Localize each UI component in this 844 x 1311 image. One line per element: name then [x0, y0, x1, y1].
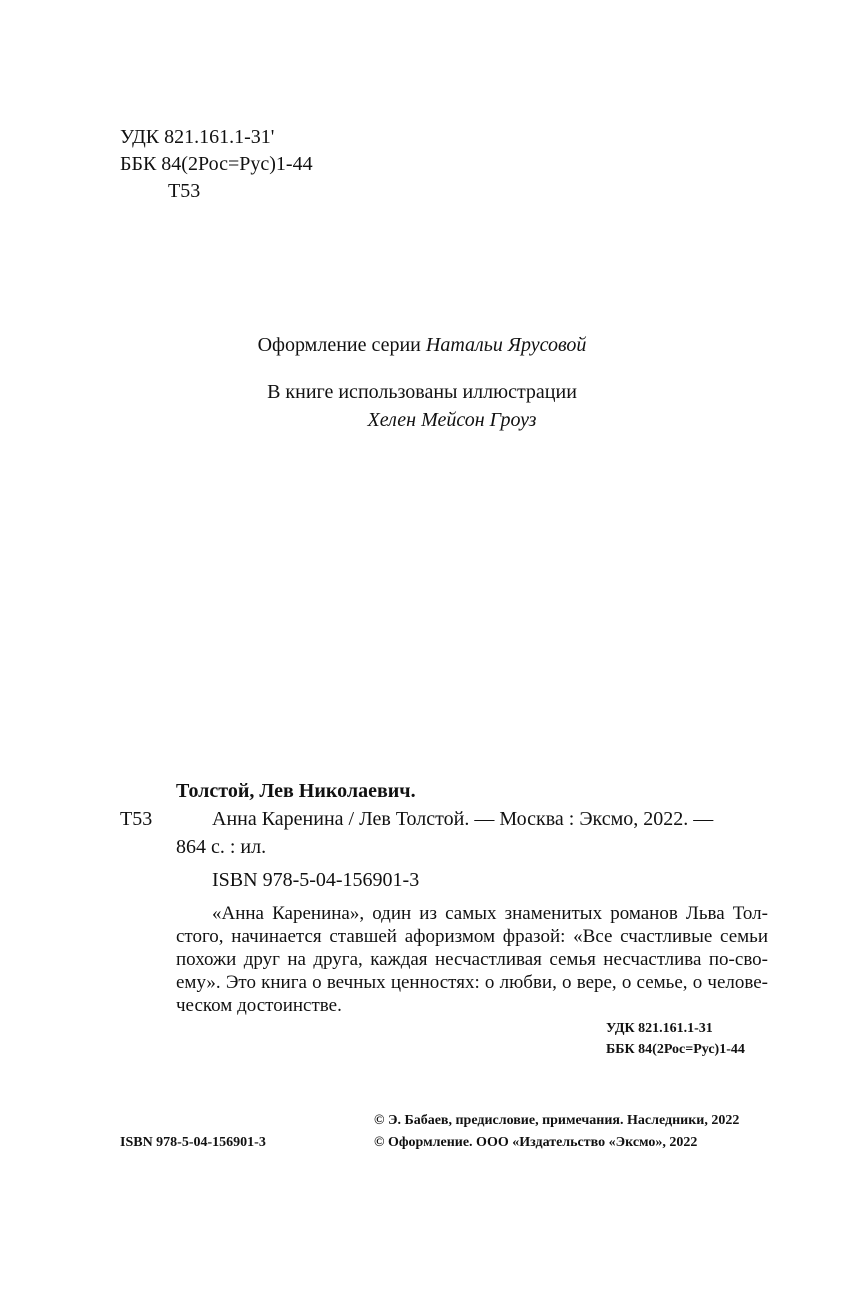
illustrations-label: В книге использованы иллюстрации	[267, 381, 577, 403]
illustrator-name: Хелен Мейсон Гроуз	[367, 409, 537, 431]
design-label: Оформление серии	[257, 334, 426, 356]
annotation-line: стого, начинается ставшей афоризмом фразой: «Все счастливые семьи	[176, 926, 768, 947]
annotation-line: ему». Это книга о вечных ценностях: о любви, о вере, о семье, о челове-	[176, 972, 768, 993]
designer-name: Натальи Ярусовой	[425, 334, 587, 356]
entry-classification	[606, 1018, 745, 1060]
copyright-block	[374, 1110, 739, 1154]
footer-isbn: ISBN 978-5-04-156901-3	[120, 1135, 266, 1150]
annotation-line: ческом достоинстве.	[176, 995, 342, 1016]
catalog-author: Толстой, Лев Николаевич.	[176, 780, 416, 802]
udk-code: УДК 821.161.1-31'	[120, 126, 275, 148]
design-credit	[0, 331, 844, 359]
copyright-line: © Оформление. ООО «Издательство «Эксмо», 2022	[374, 1135, 698, 1150]
illustrations-credit	[0, 378, 844, 434]
catalog-pages-line: 864 с. : ил.	[176, 836, 267, 858]
classification-block	[120, 124, 313, 205]
annotation-line: похожи друг на друга, каждая несчастливая семья несчастлива по-сво-	[176, 949, 768, 970]
catalog-isbn: ISBN 978-5-04-156901-3	[212, 869, 420, 891]
bbk-code: ББК 84(2Рос=Рус)1-44	[120, 153, 313, 175]
author-code: Т53	[168, 180, 201, 202]
entry-bbk: ББК 84(2Рос=Рус)1-44	[606, 1042, 745, 1057]
catalog-code: Т53	[120, 808, 153, 830]
annotation	[176, 902, 768, 1017]
catalog-title-line: Анна Каренина / Лев Толстой. — Москва : Эксмо, 2022. —	[212, 808, 714, 830]
copyright-line: © Э. Бабаев, предисловие, примечания. Наследники, 2022	[374, 1113, 740, 1128]
annotation-line: «Анна Каренина», один из самых знаменитых романов Льва Тол-	[212, 903, 768, 924]
entry-udk: УДК 821.161.1-31	[606, 1021, 713, 1036]
